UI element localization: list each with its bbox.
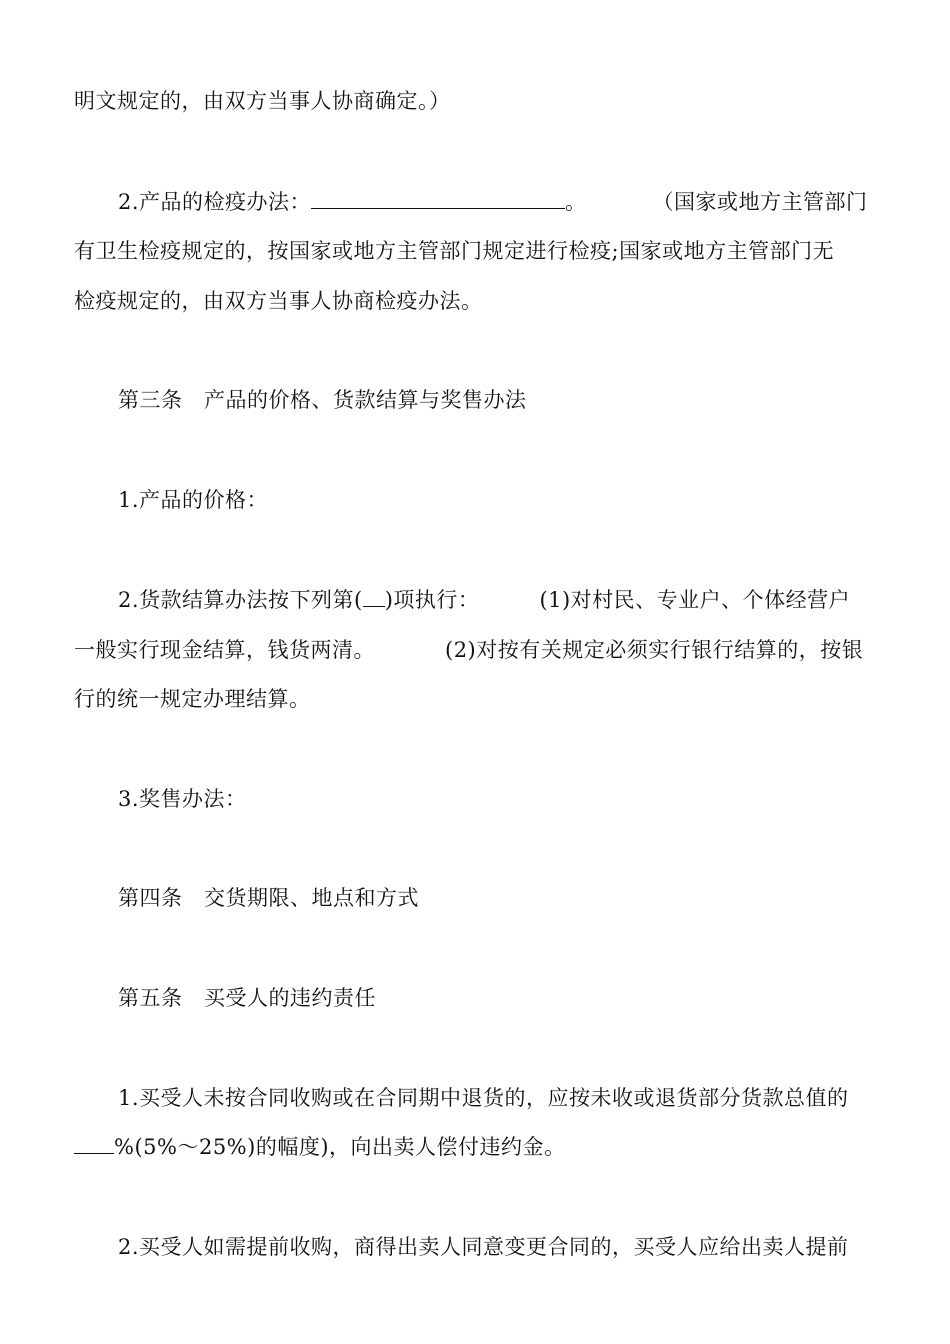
text: （国家或地方主管部门 [652,190,868,214]
article-heading [118,884,884,912]
paragraph-line [118,486,884,514]
text: )项执行： [384,588,480,612]
paragraph-line [118,785,884,813]
text: (2)对按有关规定必须实行银行结算的，按银 [445,638,864,662]
text: %(5%～25%)的幅度)，向出卖人偿付违约金。 [114,1135,566,1159]
text: 检疫规定的，由双方当事人协商检疫办法。 [74,289,483,313]
text: 第三条 产品的价格、货款结算与奖售办法 [118,388,527,412]
text: 1.产品的价格： [118,488,269,512]
fill-blank [311,190,565,209]
text: 有卫生检疫规定的，按国家或地方主管部门规定进行检疫;国家或地方主管部门无 [74,239,835,263]
text: 2.产品的检疫办法： [118,190,312,214]
text: 明文规定的，由双方当事人协商确定。） [74,89,451,113]
article-heading [118,984,884,1012]
paragraph-line [74,87,884,115]
paragraph-line [118,1084,884,1112]
article-heading [118,386,884,414]
paragraph-line [74,1133,884,1161]
text: 第五条 买受人的违约责任 [118,986,376,1010]
text: 。 [565,190,587,214]
text: 2.货款结算办法按下列第( [118,588,363,612]
fill-blank [74,1135,114,1154]
text: 2.买受人如需提前收购，商得出卖人同意变更合同的，买受人应给出卖人提前 [118,1235,849,1259]
paragraph-line [74,636,884,664]
text: 一般实行现金结算，钱货两清。 [74,638,375,662]
fill-blank [363,588,385,607]
text: 行的统一规定办理结算。 [74,687,311,711]
text: (1)对村民、专业户、个体经营户 [539,588,851,612]
text: 1.买受人未按合同收购或在合同期中退货的，应按未收或退货部分货款总值的 [118,1086,849,1110]
paragraph-line [74,287,884,315]
text: 第四条 交货期限、地点和方式 [118,886,419,910]
paragraph-line [118,1233,884,1261]
paragraph-line [74,237,884,265]
paragraph-line [118,188,884,216]
paragraph-line [74,685,884,713]
text: 3.奖售办法： [118,787,247,811]
paragraph-line [118,586,884,614]
